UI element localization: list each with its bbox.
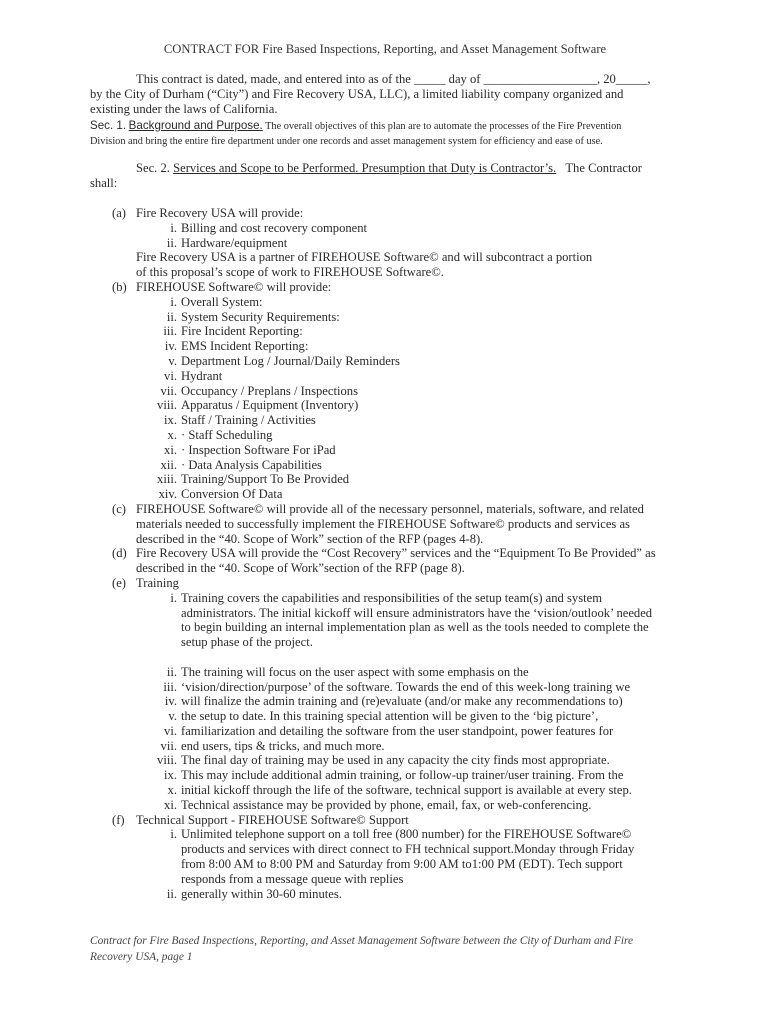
sub-item bbox=[90, 783, 680, 798]
sub-item bbox=[90, 827, 680, 842]
services-list bbox=[90, 206, 680, 901]
sub-item bbox=[90, 428, 680, 443]
sub-item-number: iii. bbox=[163, 324, 177, 339]
sub-item-text: EMS Incident Reporting: bbox=[181, 339, 309, 354]
sub-item-text: initial kickoff through the life of the software, technical support is available at every step. bbox=[181, 783, 632, 798]
note-line bbox=[90, 250, 680, 265]
sub-item-text: This may include additional admin training, or follow-up trainer/user training. From the bbox=[181, 768, 624, 783]
sub-item-text: will finalize the admin training and (re)evaluate (and/or make any recommendations to) bbox=[181, 694, 623, 709]
sub-item bbox=[90, 591, 680, 606]
item-text: FIREHOUSE Software© will provide: bbox=[136, 279, 332, 294]
intro-paragraph bbox=[90, 72, 665, 116]
sub-item bbox=[90, 221, 680, 236]
item-text: Training bbox=[136, 575, 179, 590]
item-label: (a) bbox=[112, 206, 126, 220]
item-label: (d) bbox=[112, 546, 127, 561]
sub-item bbox=[90, 413, 680, 428]
sub-item bbox=[90, 798, 680, 813]
sub-item-number: ii. bbox=[166, 886, 177, 901]
sub-item-text: System Security Requirements: bbox=[181, 309, 340, 324]
item-text: described in the “40. Scope of Work”section of the RFP (page 8). bbox=[136, 561, 465, 576]
sub-item-text: Unlimited telephone support on a toll free (800 number) for the FIREHOUSE Software© bbox=[181, 827, 632, 842]
section-1-label: Sec. 1. bbox=[90, 119, 127, 132]
list-item-e bbox=[90, 576, 680, 591]
item-label: (f) bbox=[112, 812, 125, 827]
sub-item-text: · Inspection Software For iPad bbox=[181, 442, 336, 457]
note-text: Fire Recovery USA is a partner of FIREHOUSE Software© and will subcontract a portion bbox=[136, 250, 593, 265]
sub-item bbox=[90, 369, 680, 384]
item-text: Fire Recovery USA will provide: bbox=[136, 206, 304, 220]
note-line bbox=[90, 265, 680, 280]
intro-line: This contract is dated, made, and entered into as of the _____ day of __________________, 20_____, bbox=[136, 72, 651, 86]
sub-item-number: xiii. bbox=[157, 472, 177, 487]
sub-item-number: vii. bbox=[160, 738, 177, 753]
sub-item-text: Training covers the capabilities and responsibilities of the setup team(s) and system bbox=[181, 590, 602, 605]
sub-item bbox=[90, 354, 680, 369]
sub-item-text: · Data Analysis Capabilities bbox=[181, 457, 322, 472]
sub-item bbox=[90, 472, 680, 487]
section-2-heading: Services and Scope to be Performed. Presumption that Duty is Contractor’s. bbox=[173, 161, 557, 175]
item-text: described in the “40. Scope of Work” section of the RFP (pages 4-8). bbox=[136, 531, 484, 546]
sub-item-text: Hydrant bbox=[181, 368, 223, 383]
sub-item-text: Occupancy / Preplans / Inspections bbox=[181, 383, 358, 398]
sub-item-number: v. bbox=[168, 353, 177, 368]
sub-item-number: xiv. bbox=[158, 487, 177, 502]
sub-item bbox=[90, 709, 680, 724]
list-item-f bbox=[90, 813, 680, 828]
sub-item bbox=[90, 443, 680, 458]
sub-item bbox=[90, 487, 680, 502]
list-item-a bbox=[90, 206, 680, 221]
sub-item bbox=[90, 295, 680, 310]
sub-item-number: vii. bbox=[160, 383, 177, 398]
intro-line: existing under the laws of California. bbox=[90, 101, 278, 116]
sub-item bbox=[90, 887, 680, 902]
sub-item-text: Apparatus / Equipment (Inventory) bbox=[181, 398, 359, 413]
footer-line: Contract for Fire Based Inspections, Reporting, and Asset Management Software between the City of Durham and Fire bbox=[90, 935, 634, 947]
sub-item-text: The final day of training may be used in any capacity the city finds most appropriate. bbox=[181, 753, 610, 768]
sub-item-number: iv. bbox=[164, 694, 177, 709]
section-2-tail: The Contractor bbox=[565, 161, 642, 175]
sub-item-number: x. bbox=[167, 783, 177, 798]
section-1-text: Division and bring the entire fire department under one records and asset management system for efficiency and ease of use. bbox=[90, 135, 603, 147]
sub-item bbox=[90, 739, 680, 754]
sub-item-text: Conversion Of Data bbox=[181, 487, 283, 502]
sub-item-number: ix. bbox=[164, 413, 177, 428]
sub-item-number: i. bbox=[170, 220, 177, 235]
sub-item-text: responds from a message queue with replies bbox=[181, 871, 404, 886]
sub-item-text: to begin building an internal implementation plan as well as the tools needed to complete the bbox=[181, 620, 649, 635]
sub-item bbox=[90, 339, 680, 354]
page-footer bbox=[90, 934, 650, 965]
sub-item bbox=[90, 458, 680, 473]
sub-item-number: iii. bbox=[163, 679, 177, 694]
item-text: Fire Recovery USA will provide the “Cost Recovery” services and the “Equipment To Be Provided” as bbox=[136, 546, 656, 561]
item-label: (b) bbox=[112, 279, 127, 294]
sub-item-text: Training/Support To Be Provided bbox=[181, 472, 350, 487]
sub-item-text: The training will focus on the user aspect with some emphasis on the bbox=[181, 664, 529, 679]
section-1 bbox=[90, 119, 665, 150]
sub-item-text: generally within 30-60 minutes. bbox=[181, 886, 342, 901]
section-2-label: Sec. 2. bbox=[136, 161, 170, 175]
sub-item-text: familiarization and detailing the software from the user standpoint, power features for bbox=[181, 723, 614, 738]
sub-item-text: Staff / Training / Activities bbox=[181, 413, 316, 428]
item-label: (c) bbox=[112, 501, 126, 516]
sub-item bbox=[90, 398, 680, 413]
sub-item-number: xii. bbox=[160, 457, 177, 472]
sub-item-number: ix. bbox=[164, 768, 177, 783]
section-2-line: shall: bbox=[90, 175, 118, 190]
sub-item bbox=[90, 753, 680, 768]
sub-item-text: Technical assistance may be provided by phone, email, fax, or web-conferencing. bbox=[181, 797, 592, 812]
sub-item-number: vi. bbox=[164, 723, 177, 738]
item-label: (e) bbox=[112, 575, 126, 590]
sub-item-number: viii. bbox=[157, 398, 177, 413]
intro-line: by the City of Durham (“City”) and Fire Recovery USA, LLC), a limited liability company organized and bbox=[90, 86, 624, 101]
footer-line: Recovery USA, page 1 bbox=[90, 950, 193, 963]
sub-item-text: from 8:00 AM to 8:00 PM and Saturday from 9:00 AM to1:00 PM (EDT). Tech support bbox=[181, 857, 623, 872]
sub-item-number: ii. bbox=[166, 235, 177, 250]
sub-item bbox=[90, 310, 680, 325]
sub-item-number: ii. bbox=[166, 309, 177, 324]
sub-item bbox=[90, 384, 680, 399]
sub-item-number: i. bbox=[170, 827, 177, 842]
sub-item-number: viii. bbox=[157, 753, 177, 768]
item-text: materials needed to successfully implement the FIREHOUSE Software© products and services as bbox=[136, 516, 630, 531]
item-text: FIREHOUSE Software© will provide all of the necessary personnel, materials, software, and related bbox=[136, 501, 644, 516]
sub-item-number: i. bbox=[170, 590, 177, 605]
section-1-heading: Background and Purpose. bbox=[128, 119, 263, 132]
sub-item-number: i. bbox=[170, 294, 177, 309]
sub-item-number: xi. bbox=[164, 442, 177, 457]
section-2 bbox=[90, 161, 665, 191]
sub-item-text: ‘vision/direction/purpose’ of the software. Towards the end of this week-long training we bbox=[181, 679, 631, 694]
list-item-c bbox=[90, 502, 680, 517]
section-1-text: The overall objectives of this plan are to automate the processes of the Fire Prevention bbox=[265, 121, 622, 132]
sub-item-text: · Staff Scheduling bbox=[181, 427, 273, 442]
sub-item bbox=[90, 680, 680, 695]
sub-item-number: iv. bbox=[164, 339, 177, 354]
sub-item bbox=[90, 324, 680, 339]
sub-item-text: end users, tips & tricks, and much more. bbox=[181, 738, 385, 753]
list-item-d bbox=[90, 546, 680, 561]
sub-item-number: xi. bbox=[164, 797, 177, 812]
item-text: Technical Support - FIREHOUSE Software© Support bbox=[136, 812, 409, 827]
sub-item bbox=[90, 768, 680, 783]
list-item-b bbox=[90, 280, 680, 295]
sub-item-number: v. bbox=[168, 709, 177, 724]
sub-item bbox=[90, 724, 680, 739]
sub-item-text: setup phase of the project. bbox=[181, 635, 313, 650]
sub-item bbox=[90, 694, 680, 709]
sub-item-text: products and services with direct connect to FH technical support.Monday through Friday bbox=[181, 842, 635, 857]
sub-item-text: administrators. The initial kickoff will ensure administrators have the ‘vision/outlook’ needed bbox=[181, 605, 653, 620]
sub-item-text: Hardware/equipment bbox=[181, 235, 288, 250]
sub-item-number: x. bbox=[167, 427, 177, 442]
sub-item-text: Overall System: bbox=[181, 294, 263, 309]
sub-item-text: the setup to date. In this training special attention will be given to the ‘big picture’, bbox=[181, 709, 599, 724]
sub-item bbox=[90, 665, 680, 680]
sub-item-text: Billing and cost recovery component bbox=[181, 220, 368, 235]
sub-item-number: ii. bbox=[166, 664, 177, 679]
sub-item bbox=[90, 236, 680, 251]
sub-item-number: vi. bbox=[164, 368, 177, 383]
note-text: of this proposal’s scope of work to FIREHOUSE Software©. bbox=[136, 265, 444, 280]
document-title: CONTRACT FOR Fire Based Inspections, Reporting, and Asset Management Software bbox=[163, 42, 607, 56]
sub-item-text: Department Log / Journal/Daily Reminders bbox=[181, 353, 400, 368]
sub-item-text: Fire Incident Reporting: bbox=[181, 324, 303, 339]
